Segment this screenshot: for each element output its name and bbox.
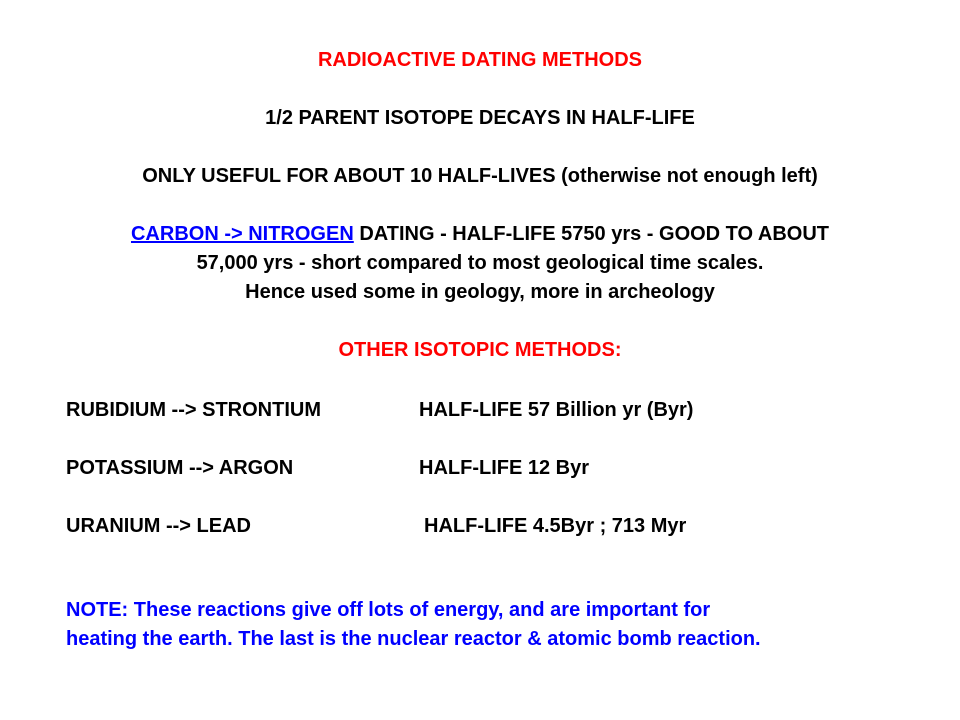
- method-halflife: HALF-LIFE 57 Billion yr (Byr): [419, 399, 694, 421]
- carbon-dating-text: DATING - HALF-LIFE 5750 yrs - GOOD TO ABOUT: [353, 223, 830, 245]
- carbon-dating-line-1: [0, 221, 960, 247]
- method-reaction: RUBIDIUM --> STRONTIUM: [66, 399, 321, 421]
- method-halflife: HALF-LIFE 4.5Byr ; 713 Myr: [424, 515, 687, 537]
- slide-title: RADIOACTIVE DATING METHODS: [317, 49, 643, 71]
- method-reaction: POTASSIUM --> ARGON: [66, 457, 294, 479]
- carbon-nitrogen-link[interactable]: CARBON -> NITROGEN: [130, 223, 354, 245]
- carbon-dating-line-2: 57,000 yrs - short compared to most geological time scales.: [196, 252, 764, 274]
- note-line-1: NOTE: These reactions give off lots of energy, and are important for: [66, 599, 711, 621]
- other-methods-heading: OTHER ISOTOPIC METHODS:: [338, 339, 622, 361]
- method-reaction: URANIUM --> LEAD: [66, 515, 251, 537]
- carbon-dating-line-3: Hence used some in geology, more in archeology: [245, 281, 715, 303]
- half-life-statement: 1/2 PARENT ISOTOPE DECAYS IN HALF-LIFE: [265, 107, 695, 129]
- note-line-2: heating the earth. The last is the nuclear reactor & atomic bomb reaction.: [66, 628, 761, 650]
- method-row: [66, 513, 251, 539]
- method-halflife: HALF-LIFE 12 Byr: [419, 457, 590, 479]
- method-row: [66, 455, 293, 481]
- method-row: [66, 397, 321, 423]
- useful-range-statement: ONLY USEFUL FOR ABOUT 10 HALF-LIVES (otherwise not enough left): [142, 165, 818, 187]
